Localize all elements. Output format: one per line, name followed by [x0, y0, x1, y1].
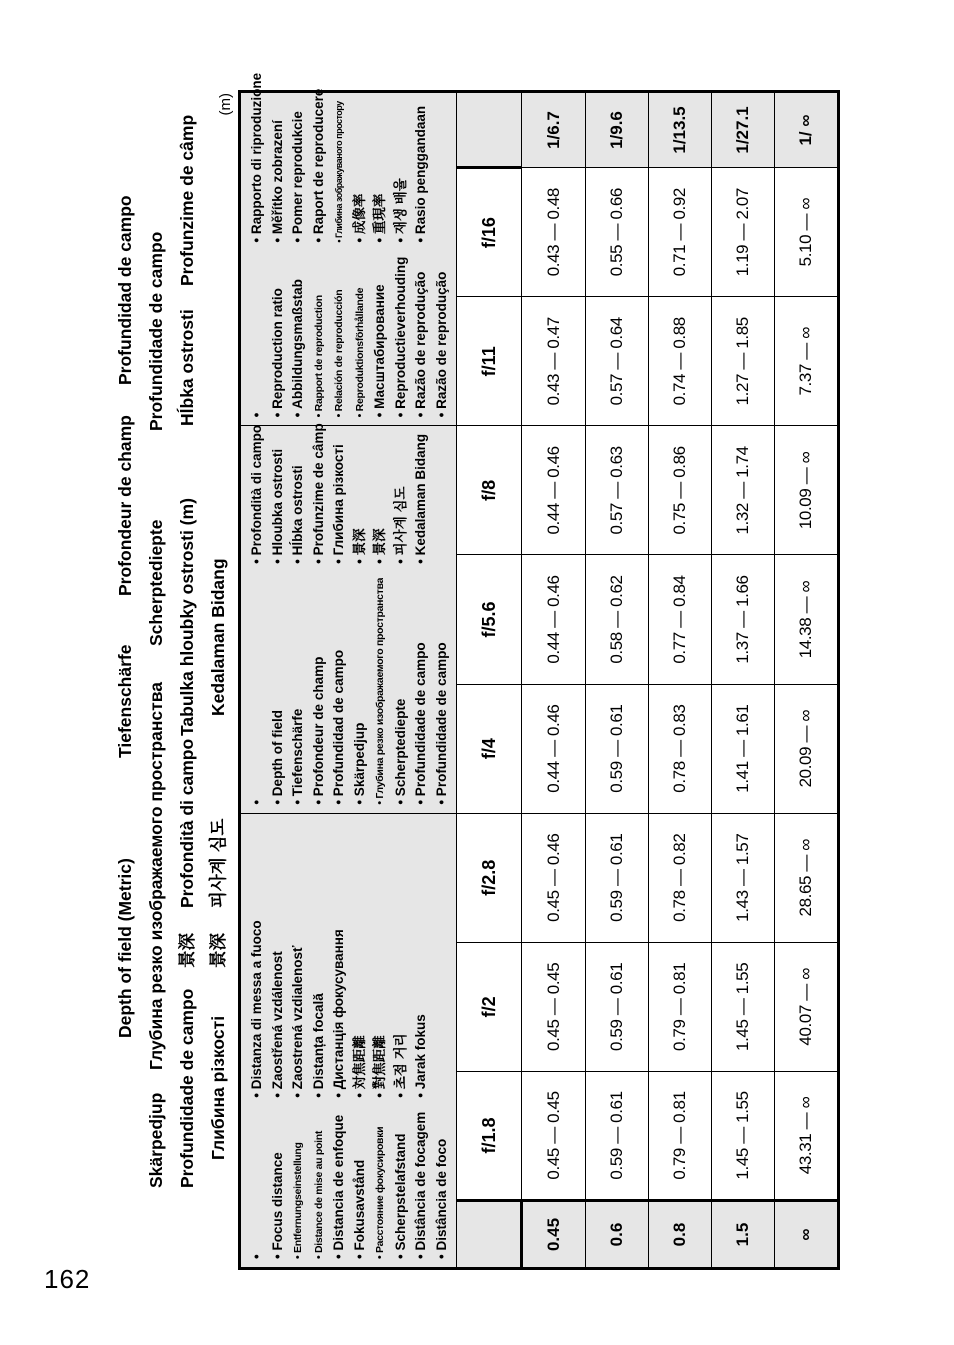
legend-item: • Razão de reprodução [432, 257, 453, 418]
legend-list [241, 914, 456, 1105]
depth-value-cell: 7.37 — ∞ [775, 297, 839, 426]
empty-corner-cell [457, 1201, 522, 1269]
depth-value-cell: 1.19 — 2.07 [712, 168, 775, 297]
legend-item: • Hĺbka ostrosti [288, 423, 309, 564]
depth-value-cell: 0.43 — 0.48 [522, 168, 586, 297]
focus-distance-cell: 0.6 [586, 1201, 649, 1269]
aperture-header: f/16 [457, 168, 522, 297]
legend-item: • Depth of field [268, 578, 289, 805]
title-text: Глибина різкості [208, 1015, 228, 1160]
legend-item: • Profondità di campo [247, 423, 268, 564]
depth-value-cell: 10.09 — ∞ [775, 426, 839, 555]
legend-item: • Масштабирование [370, 257, 391, 418]
title-text: 景深 [208, 933, 228, 968]
legend-item: • 対焦距離 [350, 920, 371, 1097]
depth-value-cell: 0.57 — 0.63 [586, 426, 649, 555]
depth-value-cell: 40.07 — ∞ [775, 942, 839, 1071]
legend-item: • Rapporto di riproduzione [247, 73, 268, 243]
depth-value-cell: 0.79 — 0.81 [649, 942, 712, 1071]
legend-item: • Scherpstelafstand [391, 1112, 412, 1259]
legend-list [241, 572, 456, 813]
title-text: Глубина резко изображаемого пространства [146, 682, 166, 1070]
depth-value-cell: 1.37 — 1.66 [712, 555, 775, 684]
reproduction-ratio-cell: 1/ ∞ [775, 92, 839, 168]
legend-item [247, 257, 268, 418]
depth-value-cell: 0.59 — 0.61 [586, 684, 649, 813]
legend-item: • Profundidade de campo [432, 578, 453, 805]
depth-value-cell: 1.41 — 1.61 [712, 684, 775, 813]
depth-value-cell: 0.57 — 0.64 [586, 297, 649, 426]
depth-value-cell: 28.65 — ∞ [775, 813, 839, 942]
depth-value-cell: 1.32 — 1.74 [712, 426, 775, 555]
reproduction-ratio-cell: 1/13.5 [649, 92, 712, 168]
title-text: Profunzime de câmp [177, 114, 197, 286]
depth-value-cell: 43.31 — ∞ [775, 1071, 839, 1200]
legend-item: • Глибина зображуваного простору [329, 73, 350, 243]
reproduction-ratio-cell: 1/27.1 [712, 92, 775, 168]
depth-value-cell: 1.43 — 1.57 [712, 813, 775, 942]
legend-item [247, 578, 268, 805]
title-text: Profondeur de champ [115, 415, 135, 596]
unit-label: (m) [217, 93, 234, 116]
legend-item: • Distanza di messa a fuoco [247, 920, 268, 1097]
legend-item: • Distância de foco [432, 1112, 453, 1259]
aperture-header: f/2 [457, 942, 522, 1071]
table-row [712, 92, 775, 1269]
title-text: Profundidade de campo [146, 231, 166, 431]
table-row [775, 92, 839, 1269]
title-text: Tiefenschärfe [115, 644, 135, 758]
title-text: 피사계 심도 [208, 818, 228, 908]
legend-item: • Reproduction ratio [268, 257, 289, 418]
aperture-header: f/4 [457, 684, 522, 813]
legend-item: • Distance de mise au point [309, 1112, 330, 1259]
table-row [522, 92, 586, 1269]
depth-value-cell: 0.44 — 0.46 [522, 426, 586, 555]
legend-reproduction-ratio [240, 72, 457, 426]
empty-ratio-header [457, 92, 522, 168]
rotated-table-page [110, 72, 830, 1270]
legend-item: • Distância de focagem [411, 1112, 432, 1259]
reproduction-ratio-cell: 1/6.7 [522, 92, 586, 168]
depth-value-cell: 0.45 — 0.45 [522, 1071, 586, 1200]
legend-list [241, 1106, 456, 1267]
legend-item: • 景深 [350, 423, 371, 564]
legend-item: • Jarak fokus [411, 920, 432, 1097]
title-text: Tabulka hloubky ostrosti (m) [177, 498, 197, 736]
depth-value-cell: 0.58 — 0.62 [586, 555, 649, 684]
title-text: Profundidade de campo [177, 988, 197, 1188]
legend-item: • 景深 [370, 423, 391, 564]
legend-item: • Profundidade de campo [411, 578, 432, 805]
page-number: 162 [44, 1264, 91, 1294]
title-text: Skärpedjup [146, 1092, 166, 1188]
depth-value-cell: 0.78 — 0.83 [649, 684, 712, 813]
legend-item: • Scherptediepte [391, 578, 412, 805]
legend-item: • Глубина резко изображаемого пространства [370, 578, 391, 805]
legend-item: • Fokusavstånd [350, 1112, 371, 1259]
aperture-header: f/2.8 [457, 813, 522, 942]
depth-value-cell: 0.71 — 0.92 [649, 168, 712, 297]
legend-item: • Focus distance [268, 1112, 289, 1259]
depth-value-cell: 0.74 — 0.88 [649, 297, 712, 426]
depth-value-cell: 0.43 — 0.47 [522, 297, 586, 426]
depth-value-cell: 0.45 — 0.45 [522, 942, 586, 1071]
depth-value-cell: 0.78 — 0.82 [649, 813, 712, 942]
table-titles [110, 93, 240, 1248]
legend-item: • Profondeur de champ [309, 578, 330, 805]
legend-item: • Abbildungsmaßstab [288, 257, 309, 418]
legend-depth-of-field [240, 423, 457, 813]
depth-value-cell: 0.45 — 0.46 [522, 813, 586, 942]
depth-value-cell: 0.55 — 0.66 [586, 168, 649, 297]
legend-list [241, 251, 456, 426]
aperture-header: f/1.8 [457, 1071, 522, 1200]
legend-list [241, 417, 456, 572]
legend-item: • Hloubka ostrosti [268, 423, 289, 564]
legend-item: • Skärpedjup [350, 578, 371, 805]
legend-item: • 對焦距離 [370, 920, 391, 1097]
legend-item: • Profundidad de campo [329, 578, 350, 805]
depth-value-cell: 14.38 — ∞ [775, 555, 839, 684]
aperture-header: f/5.6 [457, 555, 522, 684]
depth-value-cell: 0.59 — 0.61 [586, 1071, 649, 1200]
legend-item: • Razão de reprodução [411, 257, 432, 418]
legend-item: • Глибина різкості [329, 423, 350, 564]
legend-item: • Profunzime de câmp [309, 423, 330, 564]
legend-item [247, 1112, 268, 1259]
legend-item: • Kedalaman Bidang [411, 423, 432, 564]
focus-distance-cell: 0.8 [649, 1201, 712, 1269]
focus-distance-cell: 0.45 [522, 1201, 586, 1269]
legend-item: • 成像率 [350, 73, 371, 243]
legend-item: • 피사계 심도 [391, 423, 412, 564]
legend-list [241, 67, 456, 251]
title-text: Profundidad de campo [115, 195, 135, 385]
legend-item: • Měřítko zobrazení [268, 73, 289, 243]
title-text: Profondità di campo [177, 738, 197, 908]
legend-item: • Дистанція фокусування [329, 920, 350, 1097]
legend-item: • Entfernungseinstellung [288, 1112, 309, 1259]
legend-item: • Relación de reproducción [329, 257, 350, 418]
aperture-header: f/8 [457, 426, 522, 555]
legend-item: • Расстояние фокусировки [370, 1112, 391, 1259]
depth-value-cell: 5.10 — ∞ [775, 168, 839, 297]
depth-value-cell: 20.09 — ∞ [775, 684, 839, 813]
legend-item: • Zaostřená vzdálenost [268, 920, 289, 1097]
depth-value-cell: 0.44 — 0.46 [522, 555, 586, 684]
depth-value-cell: 1.45 — 1.55 [712, 942, 775, 1071]
legend-item: • 초점 거리 [391, 920, 412, 1097]
table-row [586, 92, 649, 1269]
depth-value-cell: 0.44 — 0.46 [522, 684, 586, 813]
table-row [649, 92, 712, 1269]
legend-item: • Tiefenschärfe [288, 578, 309, 805]
legend-item: • Pomer reprodukcie [288, 73, 309, 243]
aperture-header-row [457, 92, 522, 1269]
title-text: 景深 [177, 933, 197, 968]
focus-distance-cell: ∞ [775, 1201, 839, 1269]
focus-distance-cell: 1.5 [712, 1201, 775, 1269]
depth-value-cell: 0.75 — 0.86 [649, 426, 712, 555]
title-text: Kedalaman Bidang [208, 558, 228, 716]
aperture-header: f/11 [457, 297, 522, 426]
legend-item: • 재생 배율 [391, 73, 412, 243]
depth-value-cell: 0.59 — 0.61 [586, 813, 649, 942]
legend-item: • Reproductieverhouding [391, 257, 412, 418]
depth-value-cell: 1.45 — 1.55 [712, 1071, 775, 1200]
reproduction-ratio-cell: 1/9.6 [586, 92, 649, 168]
legend-item: • Distancia de enfoque [329, 1112, 350, 1259]
depth-of-field-table [238, 72, 840, 1270]
depth-value-cell: 0.77 — 0.84 [649, 555, 712, 684]
title-text: Hĺbka ostrosti [177, 309, 197, 426]
legend-item: • 重現率 [370, 73, 391, 243]
title-text: Depth of field (Metric) [115, 858, 135, 1038]
legend-item: • Reproduktionsförhållande [350, 257, 371, 418]
legend-item: • Rapport de reproduction [309, 257, 330, 418]
legend-item: • Raport de reproducere [309, 73, 330, 243]
legend-focus-distance [240, 813, 457, 1268]
depth-value-cell: 0.79 — 0.81 [649, 1071, 712, 1200]
table-body [240, 72, 839, 1269]
title-text: Scherptediepte [146, 519, 166, 646]
depth-value-cell: 1.27 — 1.85 [712, 297, 775, 426]
legend-item: • Zaostrená vzdialenosť [288, 920, 309, 1097]
legend-item: • Distanța focală [309, 920, 330, 1097]
depth-value-cell: 0.59 — 0.61 [586, 942, 649, 1071]
legend-row [240, 92, 457, 1269]
legend-item: • Rasio penggandaan [411, 73, 432, 243]
